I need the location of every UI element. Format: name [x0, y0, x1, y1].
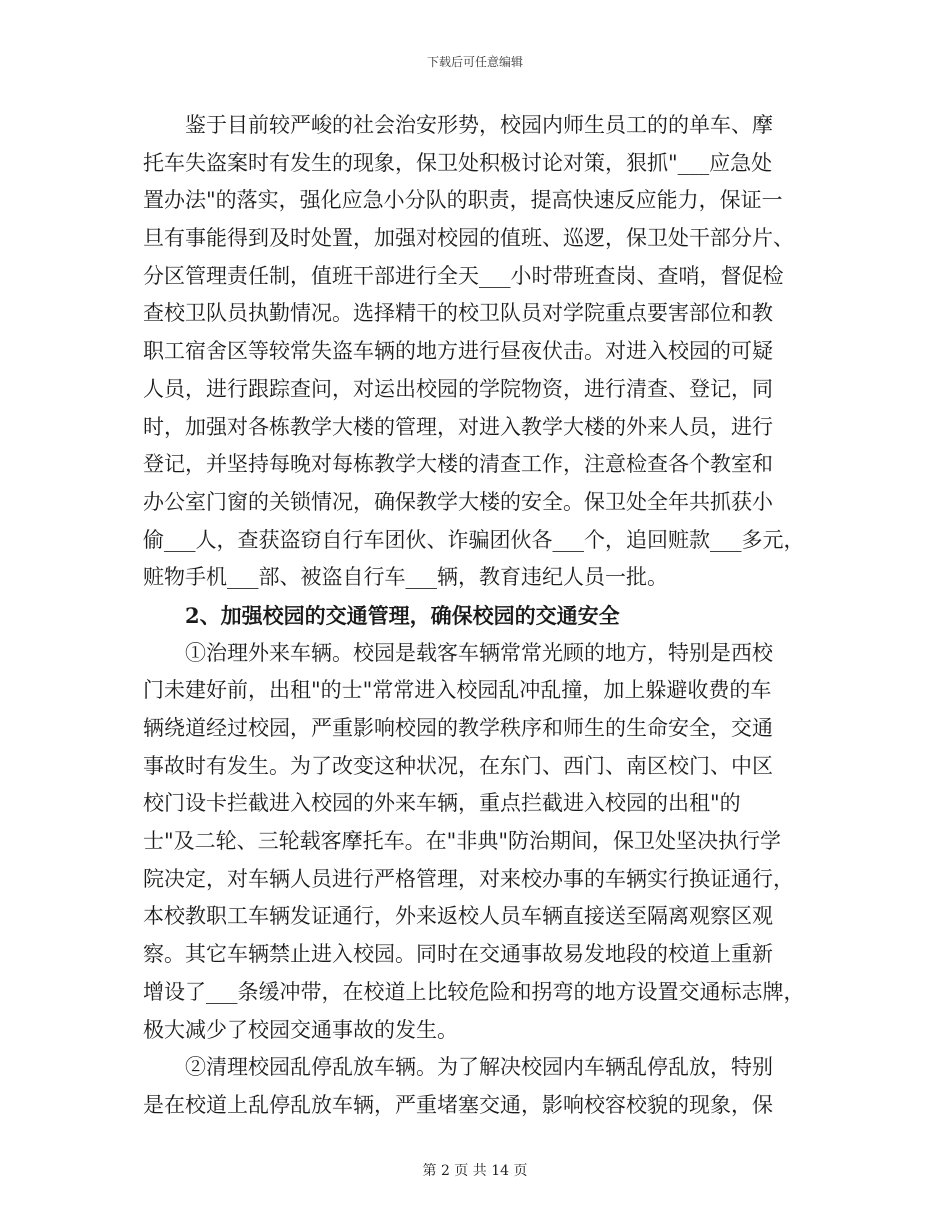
paragraph-1-line-2: 托车失盗案时有发生的现象，保卫处积极讨论对策，狠抓"___应急处 [143, 150, 773, 175]
paragraph-2-line-3: 辆绕道经过校园，严重影响校园的教学秩序和师生的生命安全，交通 [143, 716, 773, 740]
paragraph-1-line-6: 查校卫队员执勤情况。选择精干的校卫队员对学院重点要害部位和教 [143, 301, 773, 326]
paragraph-2-line-10: 增设了___条缓冲带，在校道上比较危险和拐弯的地方设置交通标志牌， [143, 979, 805, 1004]
paragraph-1-line-3: 置办法"的落实，强化应急小分队的职责，提高快速反应能力，保证一 [143, 188, 783, 213]
paragraph-2-line-2: 门未建好前，出租"的士"常常进入校园乱冲乱撞，加上躲避收费的车 [143, 678, 772, 703]
paragraph-1-line-7: 职工宿舍区等较常失盗车辆的地方进行昼夜伏击。对进入校园的可疑 [143, 339, 773, 364]
paragraph-1-line-11: 办公室门窗的关锁情况，确保教学大楼的安全。保卫处全年共抓获小 [143, 489, 773, 514]
paragraph-3-line-1: ②清理校园乱停乱放车辆。为了解决校园内车辆乱停乱放，特别 [185, 1055, 773, 1080]
paragraph-2-line-1: ①治理外来车辆。校园是载客车辆常常光顾的地方，特别是西校 [185, 640, 773, 665]
section-heading: 2、加强校园的交通管理，确保校园的交通安全 [185, 602, 620, 628]
paragraph-1-line-9: 时，加强对各栋教学大楼的管理，对进入教学大楼的外来人员，进行 [143, 414, 773, 439]
page-number: 第 2 页 共 14 页 [422, 1163, 528, 1179]
document-body [143, 107, 811, 1125]
paragraph-2-line-11: 极大减少了校园交通事故的发生。 [143, 1017, 458, 1042]
paragraph-1-line-5: 分区管理责任制，值班干部进行全天___小时带班查岗、查哨，督促检 [143, 263, 784, 288]
paragraph-1-line-1: 鉴于目前较严峻的社会治安形势，校园内师生员工的的单车、摩 [185, 113, 773, 137]
paragraph-2-line-8: 本校教职工车辆发证通行，外来返校人员车辆直接送至隔离观察区观 [143, 904, 773, 929]
paragraph-2-line-5: 校门设卡拦截进入校园的外来车辆，重点拦截进入校园的出租"的 [143, 791, 741, 816]
paragraph-2-line-6: 士"及二轮、三轮载客摩托车。在"非典"防治期间，保卫处坚决执行学 [143, 829, 781, 854]
paragraph-2-line-9: 察。其它车辆禁止进入校园。同时在交通事故易发地段的校道上重新 [143, 942, 773, 967]
paragraph-1-line-13: 赃物手机___部、被盗自行车___辆，教育违纪人员一批。 [143, 565, 668, 590]
paragraph-1-line-10: 登记，并坚持每晚对每栋教学大楼的清查工作，注意检查各个教室和 [143, 452, 773, 477]
paragraph-1-line-12: 偷___人，查获盗窃自行车团伙、诈骗团伙各___个，追回赃款___多元， [143, 527, 805, 552]
paragraph-1-line-8: 人员，进行跟踪查问，对运出校园的学院物资，进行清查、登记，同 [143, 376, 773, 401]
paragraph-1-line-4: 旦有事能得到及时处置，加强对校园的值班、巡逻，保卫处干部分片、 [143, 226, 794, 251]
page-header: 下载后可任意编辑 [426, 55, 523, 69]
paragraph-2-line-7: 院决定，对车辆人员进行严格管理，对来校办事的车辆实行换证通行， [143, 866, 794, 891]
paragraph-3-line-2: 是在校道上乱停乱放车辆，严重堵塞交通，影响校容校貌的现象，保 [143, 1092, 773, 1117]
paragraph-2-line-4: 事故时有发生。为了改变这种状况，在东门、西门、南区校门、中区 [143, 753, 773, 778]
